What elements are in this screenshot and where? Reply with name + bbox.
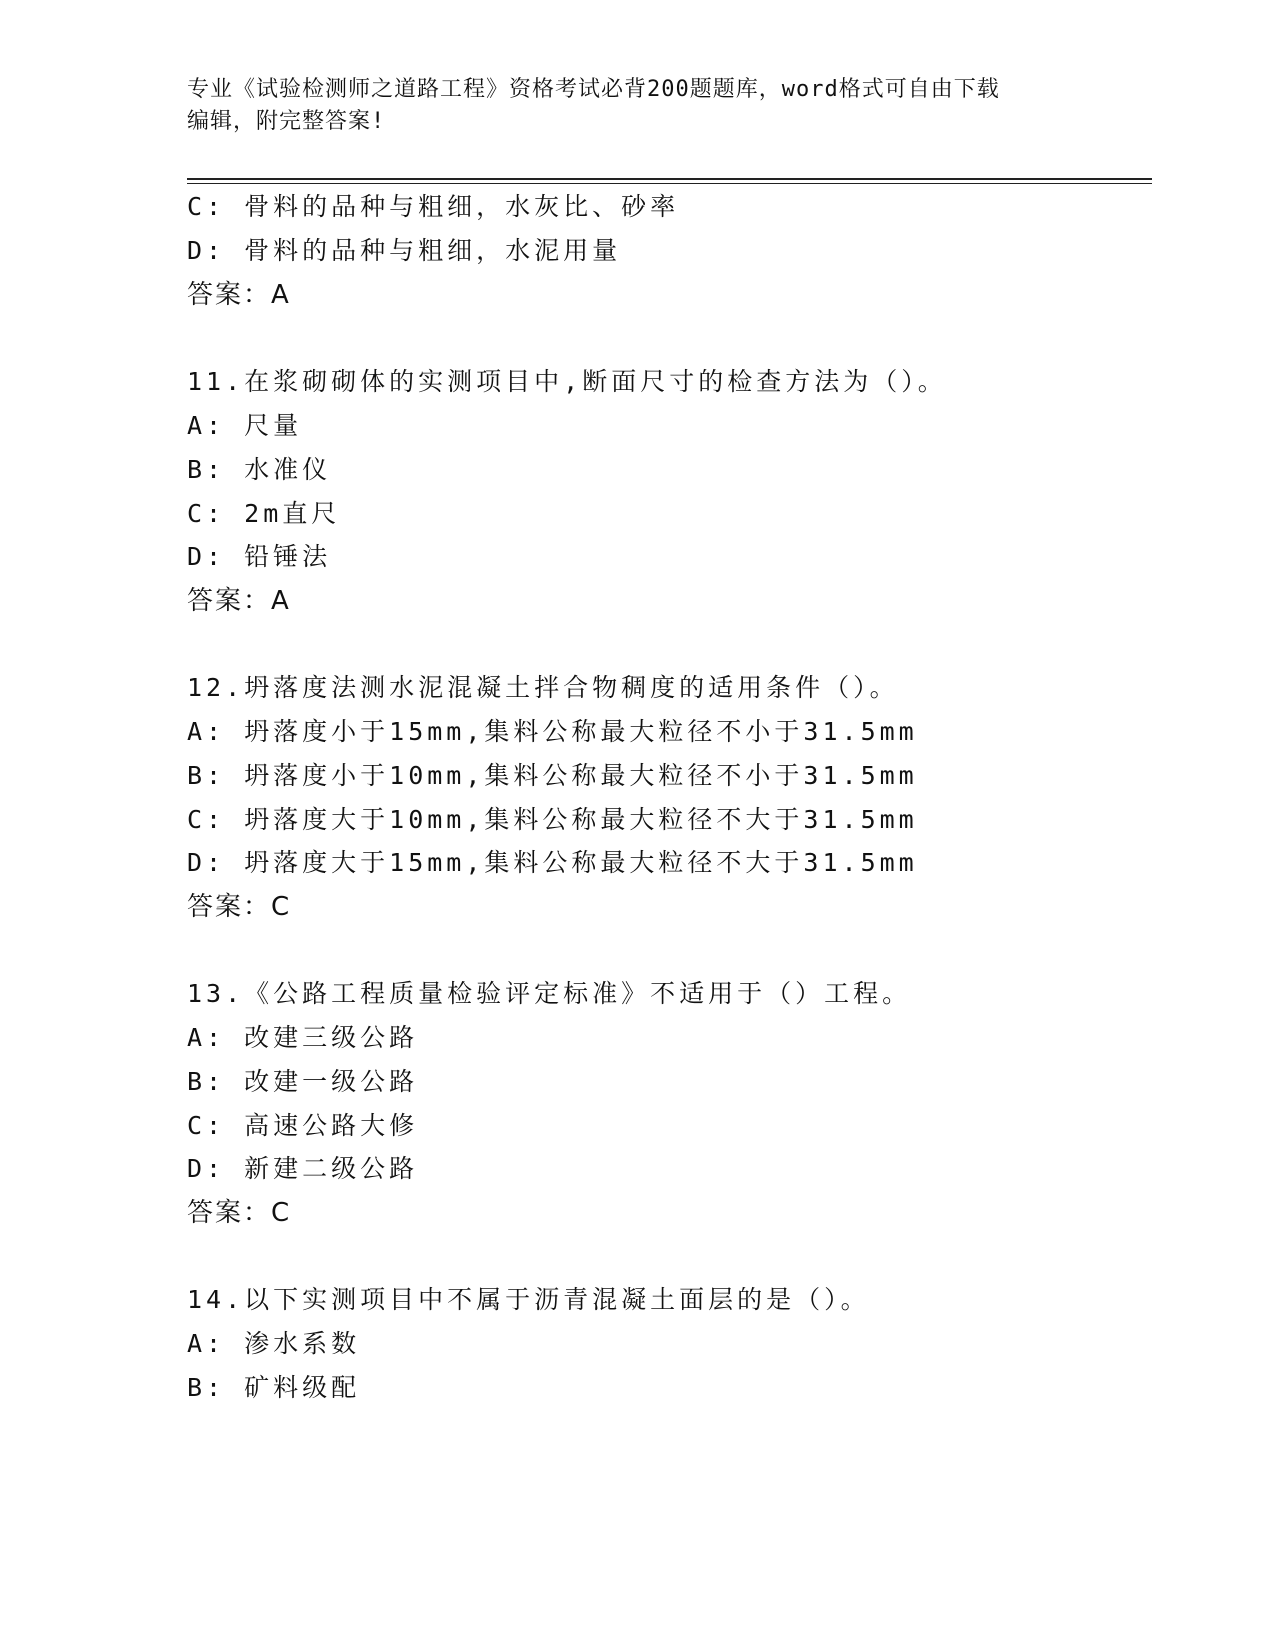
q13-question: 13.《公路工程质量检验评定标准》不适用于（）工程。 xyxy=(187,979,912,1008)
header-divider-bottom xyxy=(187,183,1152,184)
q12-option-a: A: 坍落度小于15mm,集料公称最大粒径不小于31.5mm xyxy=(187,717,918,746)
q14-option-b: B: 矿料级配 xyxy=(187,1373,361,1402)
q11-option-d: D: 铅锤法 xyxy=(187,542,332,571)
q12-answer: 答案：C xyxy=(187,892,292,922)
q14-option-a: A: 渗水系数 xyxy=(187,1329,361,1358)
prev-option-d: D: 骨料的品种与粗细，水泥用量 xyxy=(187,236,622,265)
q13-option-b: B: 改建一级公路 xyxy=(187,1067,419,1096)
q13-option-a: A: 改建三级公路 xyxy=(187,1023,419,1052)
q11-answer: 答案：A xyxy=(187,586,291,616)
q14-question: 14.以下实测项目中不属于沥青混凝土面层的是（）。 xyxy=(187,1285,870,1314)
q13-option-d: D: 新建二级公路 xyxy=(187,1154,419,1183)
prev-answer: 答案：A xyxy=(187,280,291,310)
q13-answer: 答案：C xyxy=(187,1198,292,1228)
q12-option-b: B: 坍落度小于10mm,集料公称最大粒径不小于31.5mm xyxy=(187,761,918,790)
q11-option-c: C: 2m直尺 xyxy=(187,499,341,528)
prev-option-c: C: 骨料的品种与粗细，水灰比、砂率 xyxy=(187,192,680,221)
q12-question: 12.坍落度法测水泥混凝土拌合物稠度的适用条件（）。 xyxy=(187,673,899,702)
q13-option-c: C: 高速公路大修 xyxy=(187,1111,419,1140)
q11-option-b: B: 水准仪 xyxy=(187,455,332,484)
q11-option-a: A: 尺量 xyxy=(187,411,303,440)
header-title-line-1: 专业《试验检测师之道路工程》资格考试必背200题题库，word格式可自由下载 xyxy=(187,77,1000,102)
q12-option-c: C: 坍落度大于10mm,集料公称最大粒径不大于31.5mm xyxy=(187,805,918,834)
header-divider-top xyxy=(187,178,1152,180)
header-title-line-2: 编辑，附完整答案! xyxy=(187,109,386,134)
q11-question: 11.在浆砌砌体的实测项目中,断面尺寸的检查方法为（）。 xyxy=(187,367,947,396)
document-header xyxy=(187,74,1067,138)
q12-option-d: D: 坍落度大于15mm,集料公称最大粒径不大于31.5mm xyxy=(187,848,918,877)
